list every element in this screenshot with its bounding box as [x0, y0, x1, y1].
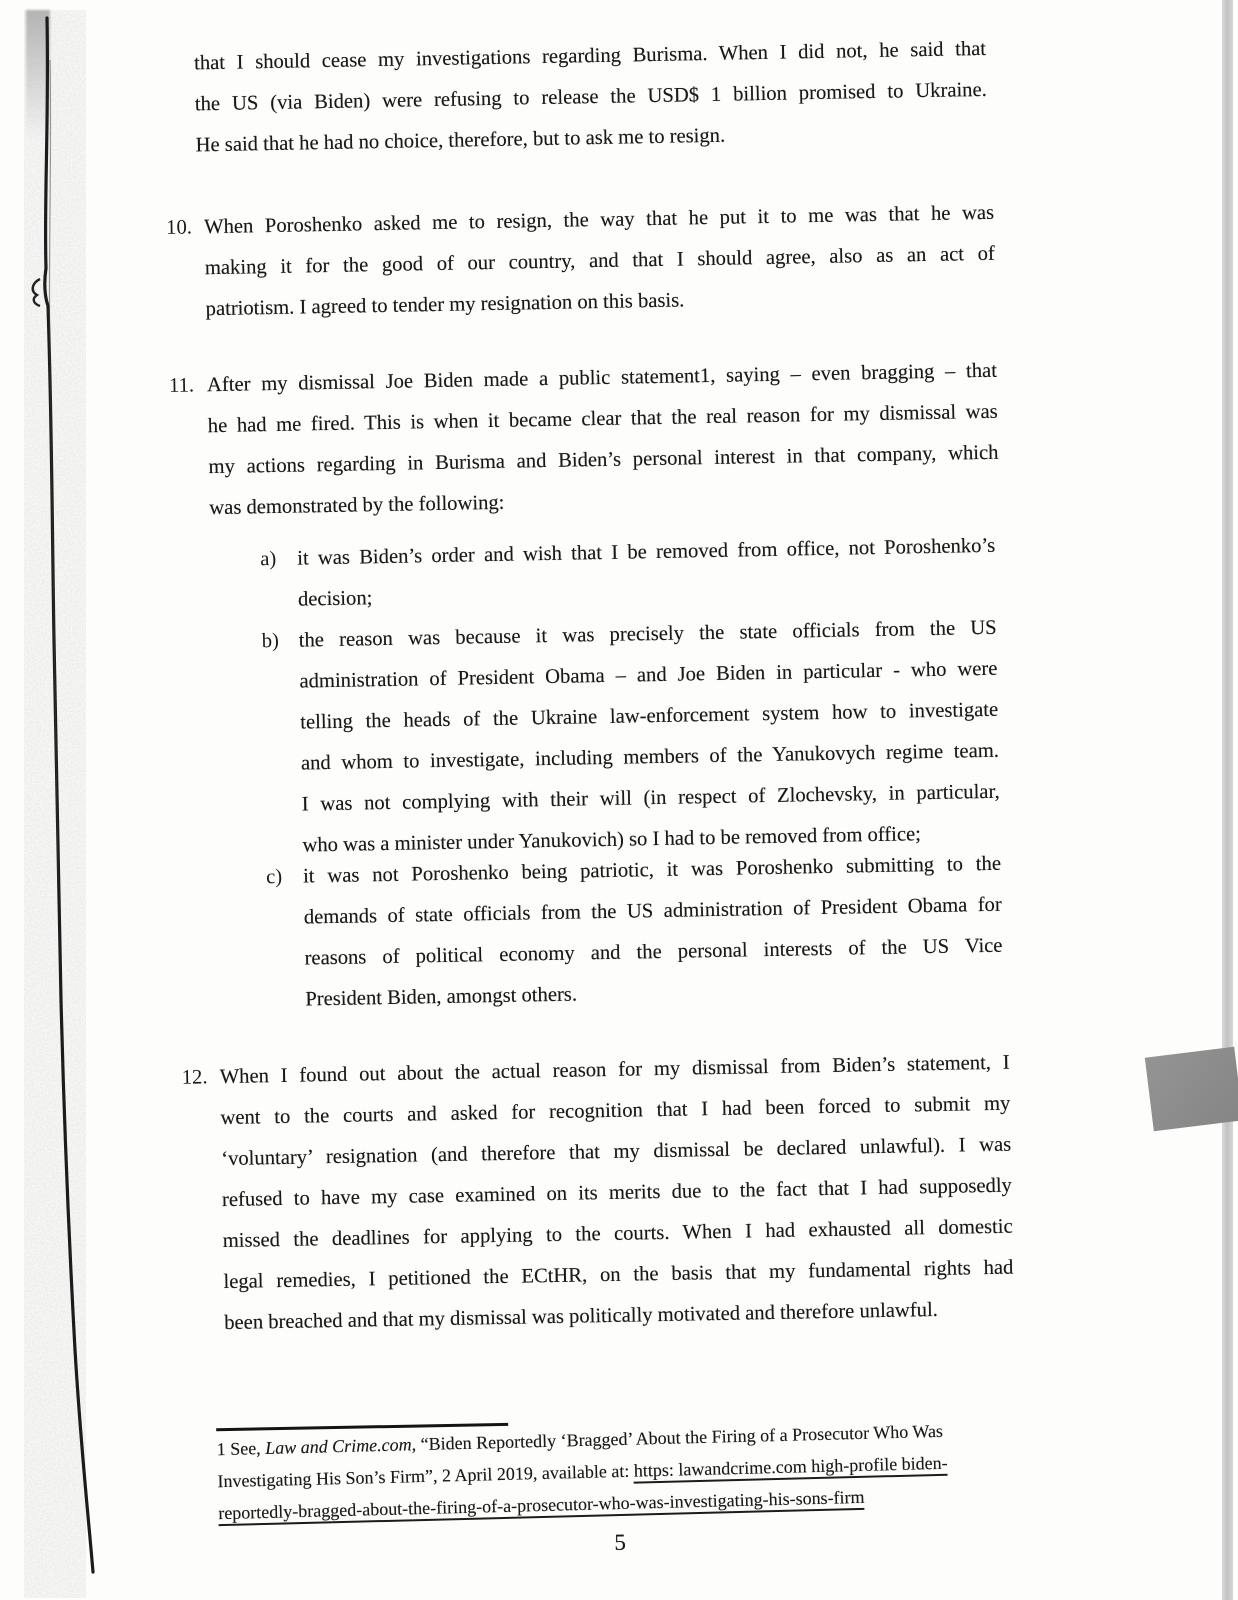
text-line: When Poroshenko asked me to resign, the way that he put it to me was that he was	[203, 201, 995, 239]
text-line: making it for the good of our country, and that I should agree, also as an act of	[204, 242, 995, 280]
text-line: I was not complying with their will (in respect of Zlochevsky, in particular,	[301, 780, 1000, 816]
list-item-b	[261, 608, 1000, 867]
paragraph-body	[204, 193, 996, 330]
text-line: was demonstrated by the following:	[209, 491, 505, 520]
text-line: After my dismissal Joe Biden made a public statement1, saying – even bragging – that	[206, 359, 998, 397]
text-line: been breached and that my dismissal was politically motivated and therefore unlawful.	[224, 1298, 939, 1335]
footnote-link[interactable]: https: lawandcrime.com high-profile biden-	[634, 1453, 948, 1484]
left-edge-smudge-artifact	[26, 10, 50, 140]
list-item-c	[266, 844, 1004, 1021]
list-item-body	[297, 526, 996, 621]
list-item-letter: a)	[260, 547, 277, 571]
list-item-body	[298, 608, 1000, 867]
scan-crease-line	[45, 18, 93, 1572]
paragraph-9-continuation	[161, 29, 988, 167]
paragraph-body	[219, 1043, 1014, 1344]
text-line: he had me fired. This is when it became clear that the real reason for my dismissal was	[207, 400, 998, 438]
list-item-letter: c)	[265, 865, 283, 889]
text-line: reasons of political economy and the personal interests of the US Vice	[304, 934, 1003, 970]
text-line: went to the courts and asked for recognition that I had been forced to submit my	[220, 1092, 1011, 1130]
text-line: that I should cease my investigations regarding Burisma. When I did not, he said that	[193, 37, 987, 75]
paragraph-body	[207, 351, 1000, 529]
text-line: and whom to investigate, including members of the Yanukovych regime team.	[300, 739, 1000, 775]
text-line: administration of President Obama – and Joe Biden in particular - who were	[299, 657, 998, 693]
footnote-text: Investigating His Son’s Firm”, 2 April 2019, available at:	[217, 1460, 635, 1492]
footnote-text: , “Biden Reportedly ‘Bragged’ About the Firing of a Prosecutor Who Was	[411, 1420, 944, 1455]
scan-hook-mark	[33, 279, 40, 306]
footnote-link[interactable]: reportedly-bragged-about-the-firing-of-a-prosecutor-who-was-investigating-his-sons-firm	[218, 1487, 865, 1526]
text-line: telling the heads of the Ukraine law-enforcement system how to investigate	[300, 698, 999, 734]
paragraph-number: 10.	[165, 216, 193, 239]
text-line: who was a minister under Yanukovich) so I had to be removed from office;	[302, 823, 922, 857]
scan-crease-line-secondary	[49, 60, 58, 880]
text-line: He said that he had no choice, therefore, but to ask me to resign.	[195, 124, 726, 157]
paragraph-12	[179, 1043, 1014, 1345]
list-item-a	[260, 526, 996, 621]
text-line: When I found out about the actual reason for my dismissal from Biden’s statement, I	[219, 1051, 1010, 1089]
footnote-text: Law and Crime.com	[264, 1434, 412, 1458]
paragraph-number: 11.	[168, 374, 195, 397]
paragraph-11	[167, 351, 1000, 530]
text-line: the US (via Biden) were refusing to release the USD$ 1 billion promised to Ukraine.	[194, 78, 987, 116]
text-line: missed the deadlines for applying to the courts. When I had exhausted all domestic	[222, 1215, 1013, 1253]
paragraph-10	[164, 193, 996, 331]
gray-tab-artifact	[1145, 1047, 1238, 1131]
text-line: it was Biden’s order and wish that I be removed from office, not Poroshenko’s	[297, 534, 996, 570]
text-line: decision;	[297, 587, 373, 611]
text-line: my actions regarding in Burisma and Biden’s personal interest in that company, which	[208, 441, 999, 479]
text-line: refused to have my case examined on its merits due to the fact that I had supposedly	[221, 1174, 1013, 1212]
scan-noise-band	[24, 10, 86, 1598]
paragraph-number: 12.	[181, 1066, 208, 1089]
text-line: demands of state officials from the US administration of President Obama for	[303, 893, 1002, 929]
footnote	[216, 1412, 1048, 1529]
page-number: 5	[614, 1529, 627, 1555]
text-line: patriotism. I agreed to tender my resignation on this basis.	[205, 289, 685, 321]
right-scan-strip	[1222, 0, 1233, 1600]
list-item-body	[303, 844, 1004, 1021]
paragraph-body	[194, 29, 988, 166]
list-item-letter: b)	[261, 629, 280, 653]
text-line: President Biden, amongst others.	[305, 983, 578, 1011]
text-line: it was not Poroshenko being patriotic, it was Poroshenko submitting to the	[302, 852, 1002, 888]
text-line: legal remedies, I petitioned the ECtHR, on the basis that my fundamental rights had	[223, 1256, 1014, 1294]
text-line: the reason was because it was precisely the state officials from the US	[298, 616, 997, 652]
text-line: ‘voluntary’ resignation (and therefore that my dismissal be declared unlawful). I was	[221, 1133, 1012, 1171]
footnote-text: 1 See,	[216, 1437, 266, 1460]
